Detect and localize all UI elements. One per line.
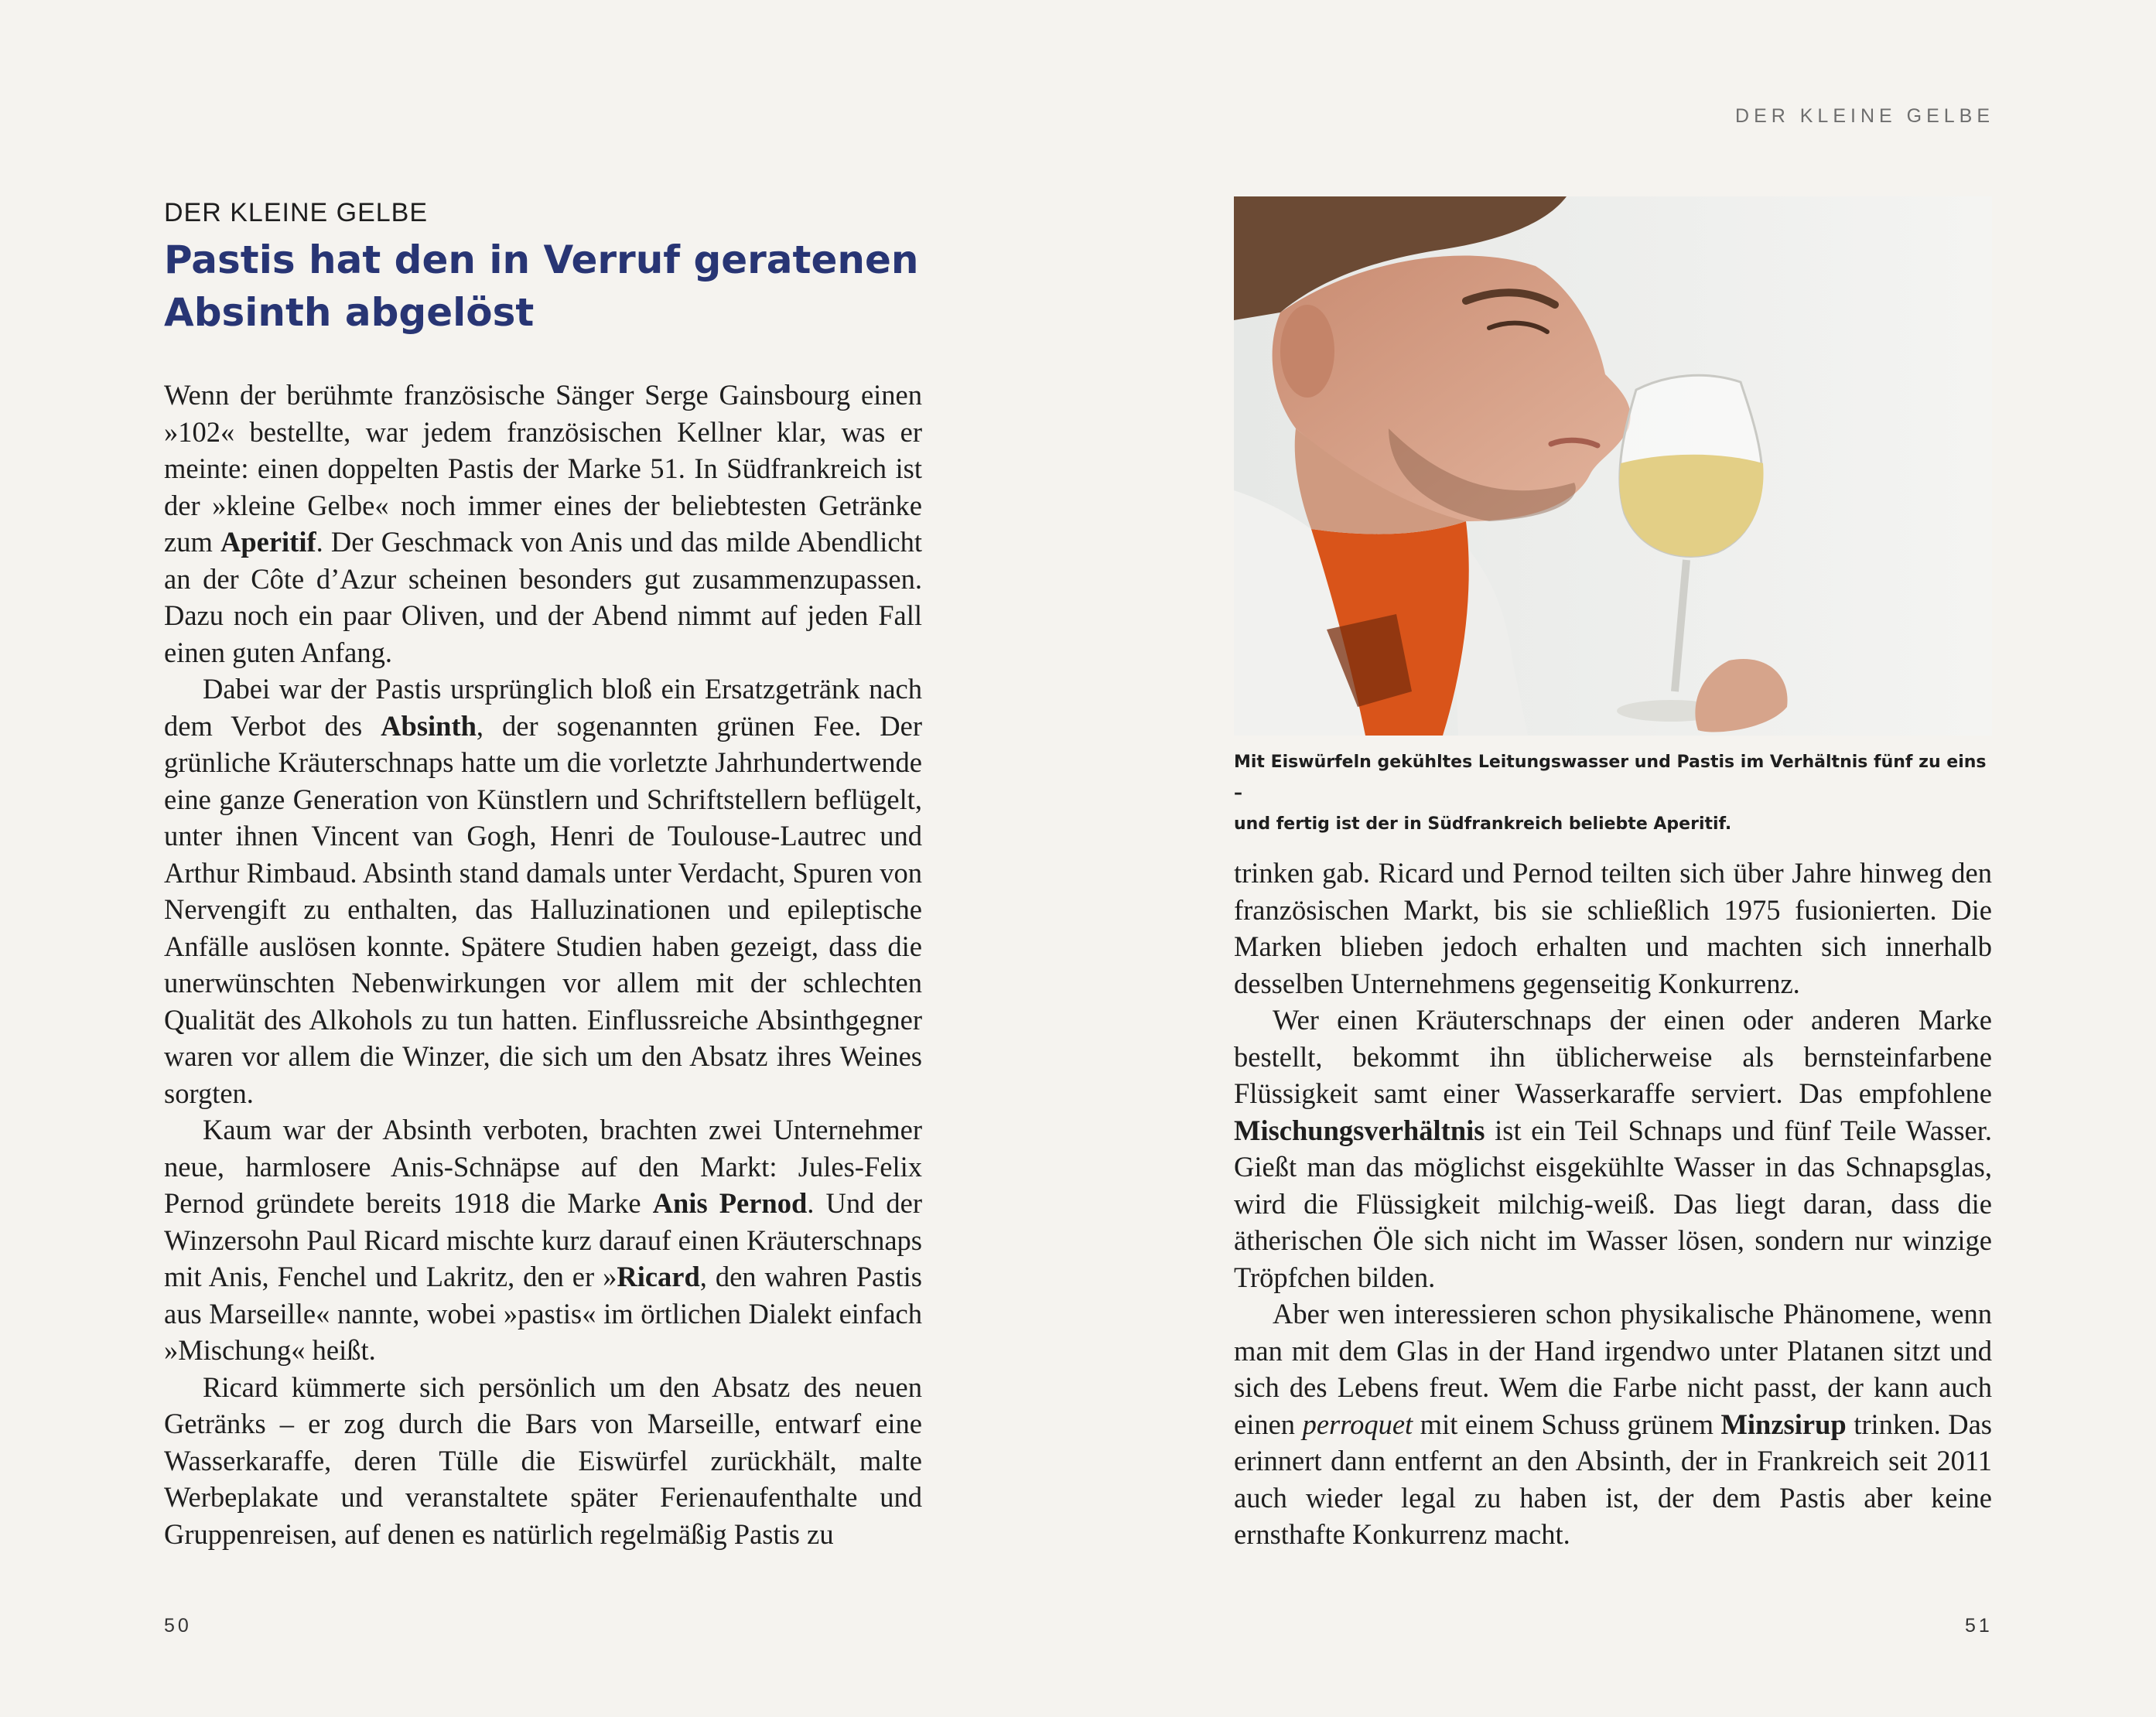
paragraph-text: Aber wen interessieren schon physikalische Phänomene, wenn man mit dem Glas in der Hand irgendwo unter Platanen sitzt und sich des Lebens freut. Wem die Farbe nicht passt, der kann auch einen: [1234, 1298, 1992, 1440]
paragraph: [1234, 1002, 1992, 1295]
caption-line-2: und fertig ist der in Südfrankreich beliebte Aperitif.: [1234, 814, 1732, 834]
photo-illustration: [1234, 196, 1992, 736]
paragraph: [164, 1111, 922, 1369]
keyword: Mischungsverhältnis: [1234, 1114, 1485, 1146]
paragraph-text: trinken gab. Ricard und Pernod teilten sich über Jahre hinweg den französischen Markt, bis sie schließlich 1975 fusionierten. Die Marken blieben jedoch erhalten und machten sich innerhalb desselben Unternehmens gegenseitig Konkurrenz.: [1234, 857, 1992, 999]
paragraph-text: . Und der Winzersohn Paul Ricard mischte kurz darauf einen Kräuterschnaps mit Anis, Fenchel und Lakritz, den er »: [164, 1187, 922, 1292]
headline-line-2: Absinth abgelöst: [164, 290, 535, 335]
keyword: Anis Pernod: [652, 1187, 808, 1219]
keyword: Minzsirup: [1720, 1408, 1847, 1440]
paragraph: [1234, 855, 1992, 1002]
paragraph-text: , der sogenannten grünen Fee. Der grünliche Kräuterschnaps hatte um die vorletzte Jahrhundertwende eine ganze Generation von Künstlern und Schriftstellern beflügelt, unter ihnen Vincent van Gogh, Henri de Toulouse-Lautrec und Arthur Rimbaud. Absinth stand damals unter Verdacht, Spuren von Nervengift zu enthalten, das Halluzinationen und epileptische Anfälle auslösen konnte. Spätere Studien haben gezeigt, dass die unerwünschten Nebenwirkungen vor allem mit der schlechten Qualität des Alkohols zu tun hatten. Einflussreiche Absinthgegner waren vor allem die Winzer, die sich um den Absatz ihres Weines sorgten.: [164, 709, 922, 1109]
photo-caption: [1234, 747, 2000, 840]
article-kicker: DER KLEINE GELBE: [164, 198, 429, 227]
paragraph-text: Wenn der berühmte französische Sänger Serge Gainsbourg einen »102« bestellte, war jedem französischen Kellner klar, was er meinte: einen doppelten Pastis der Marke 51. In Südfrankreich ist der »kleine Gelbe« noch immer eines der beliebtesten Getränke zum: [164, 379, 922, 558]
paragraph-text: , den wahren Pastis aus Marseille« nannte, wobei »pastis« im örtlichen Dialekt einfach »Mischung« heißt.: [164, 1261, 923, 1366]
paragraph: [164, 1369, 922, 1553]
paragraph-text: trinken. Das erinnert dann entfernt an den Absinth, der in Frankreich seit 2011 auch wieder legal zu haben ist, der dem Pastis aber keine ernsthafte Konkurrenz macht.: [1234, 1408, 1993, 1550]
keyword: Ricard: [617, 1261, 700, 1292]
paragraph: [1234, 1295, 1992, 1553]
keyword: Aperitif: [220, 526, 316, 558]
paragraph-text: ist ein Teil Schnaps und fünf Teile Wasser. Gießt man das möglichst eisgekühlte Wasser in das Schnapsglas, wird die Flüssigkeit milchig-weiß. Das liegt daran, dass die ätherischen Öle sich nicht im Wasser lösen, sondern nur winzige Tröpfchen bilden.: [1234, 1114, 1992, 1293]
running-head: DER KLEINE GELBE: [1735, 105, 1994, 127]
caption-line-1: Mit Eiswürfeln gekühltes Leitungswasser und Pastis im Verhältnis fünf zu eins –: [1234, 753, 1987, 803]
headline-line-1: Pastis hat den in Verruf geratenen: [164, 237, 919, 282]
left-column: [164, 377, 922, 1552]
page-number-left: 50: [164, 1615, 192, 1637]
paragraph-text: Ricard kümmerte sich persönlich um den Absatz des neuen Getränks – er zog durch die Bars von Marseille, entwarf eine Wasserkaraffe, deren Tülle die Eiswürfel zurückhält, malte Werbeplakate und veranstaltete später Ferienaufenthalte und Gruppenreisen, auf denen es natürlich regelmäßig Pastis zu: [164, 1371, 922, 1550]
right-column: [1234, 855, 1992, 1553]
paragraph: [164, 671, 922, 1111]
keyword-italic: perroquet: [1302, 1408, 1413, 1440]
paragraph: [164, 377, 922, 671]
ear: [1280, 305, 1334, 398]
paragraph-text: Kaum war der Absinth verboten, brachten zwei Unternehmer neue, harmlosere Anis-Schnäpse auf den Markt: Jules-Felix Pernod gründete bereits 1918 die Marke: [164, 1114, 922, 1219]
paragraph-text: mit einem Schuss grünem: [1413, 1408, 1721, 1440]
paragraph-text: Dabei war der Pastis ursprünglich bloß ein Ersatzgetränk nach dem Verbot des: [164, 673, 922, 742]
article-headline: [164, 234, 930, 339]
photo-man-sniffing-glass: [1234, 196, 1992, 736]
paragraph-text: Wer einen Kräuterschnaps der einen oder anderen Marke bestellt, bekommt ihn üblicherweise als bernsteinfarbene Flüssigkeit samt einer Wasserkaraffe serviert. Das empfohlene: [1234, 1004, 1992, 1109]
page-number-right: 51: [1965, 1615, 1993, 1637]
keyword: Absinth: [381, 709, 477, 742]
paragraph-text: . Der Geschmack von Anis und das milde Abendlicht an der Côte d’Azur scheinen besonders gut zusammenzupassen. Dazu noch ein paar Oliven, und der Abend nimmt auf jeden Fall einen guten Anfang.: [164, 526, 923, 668]
